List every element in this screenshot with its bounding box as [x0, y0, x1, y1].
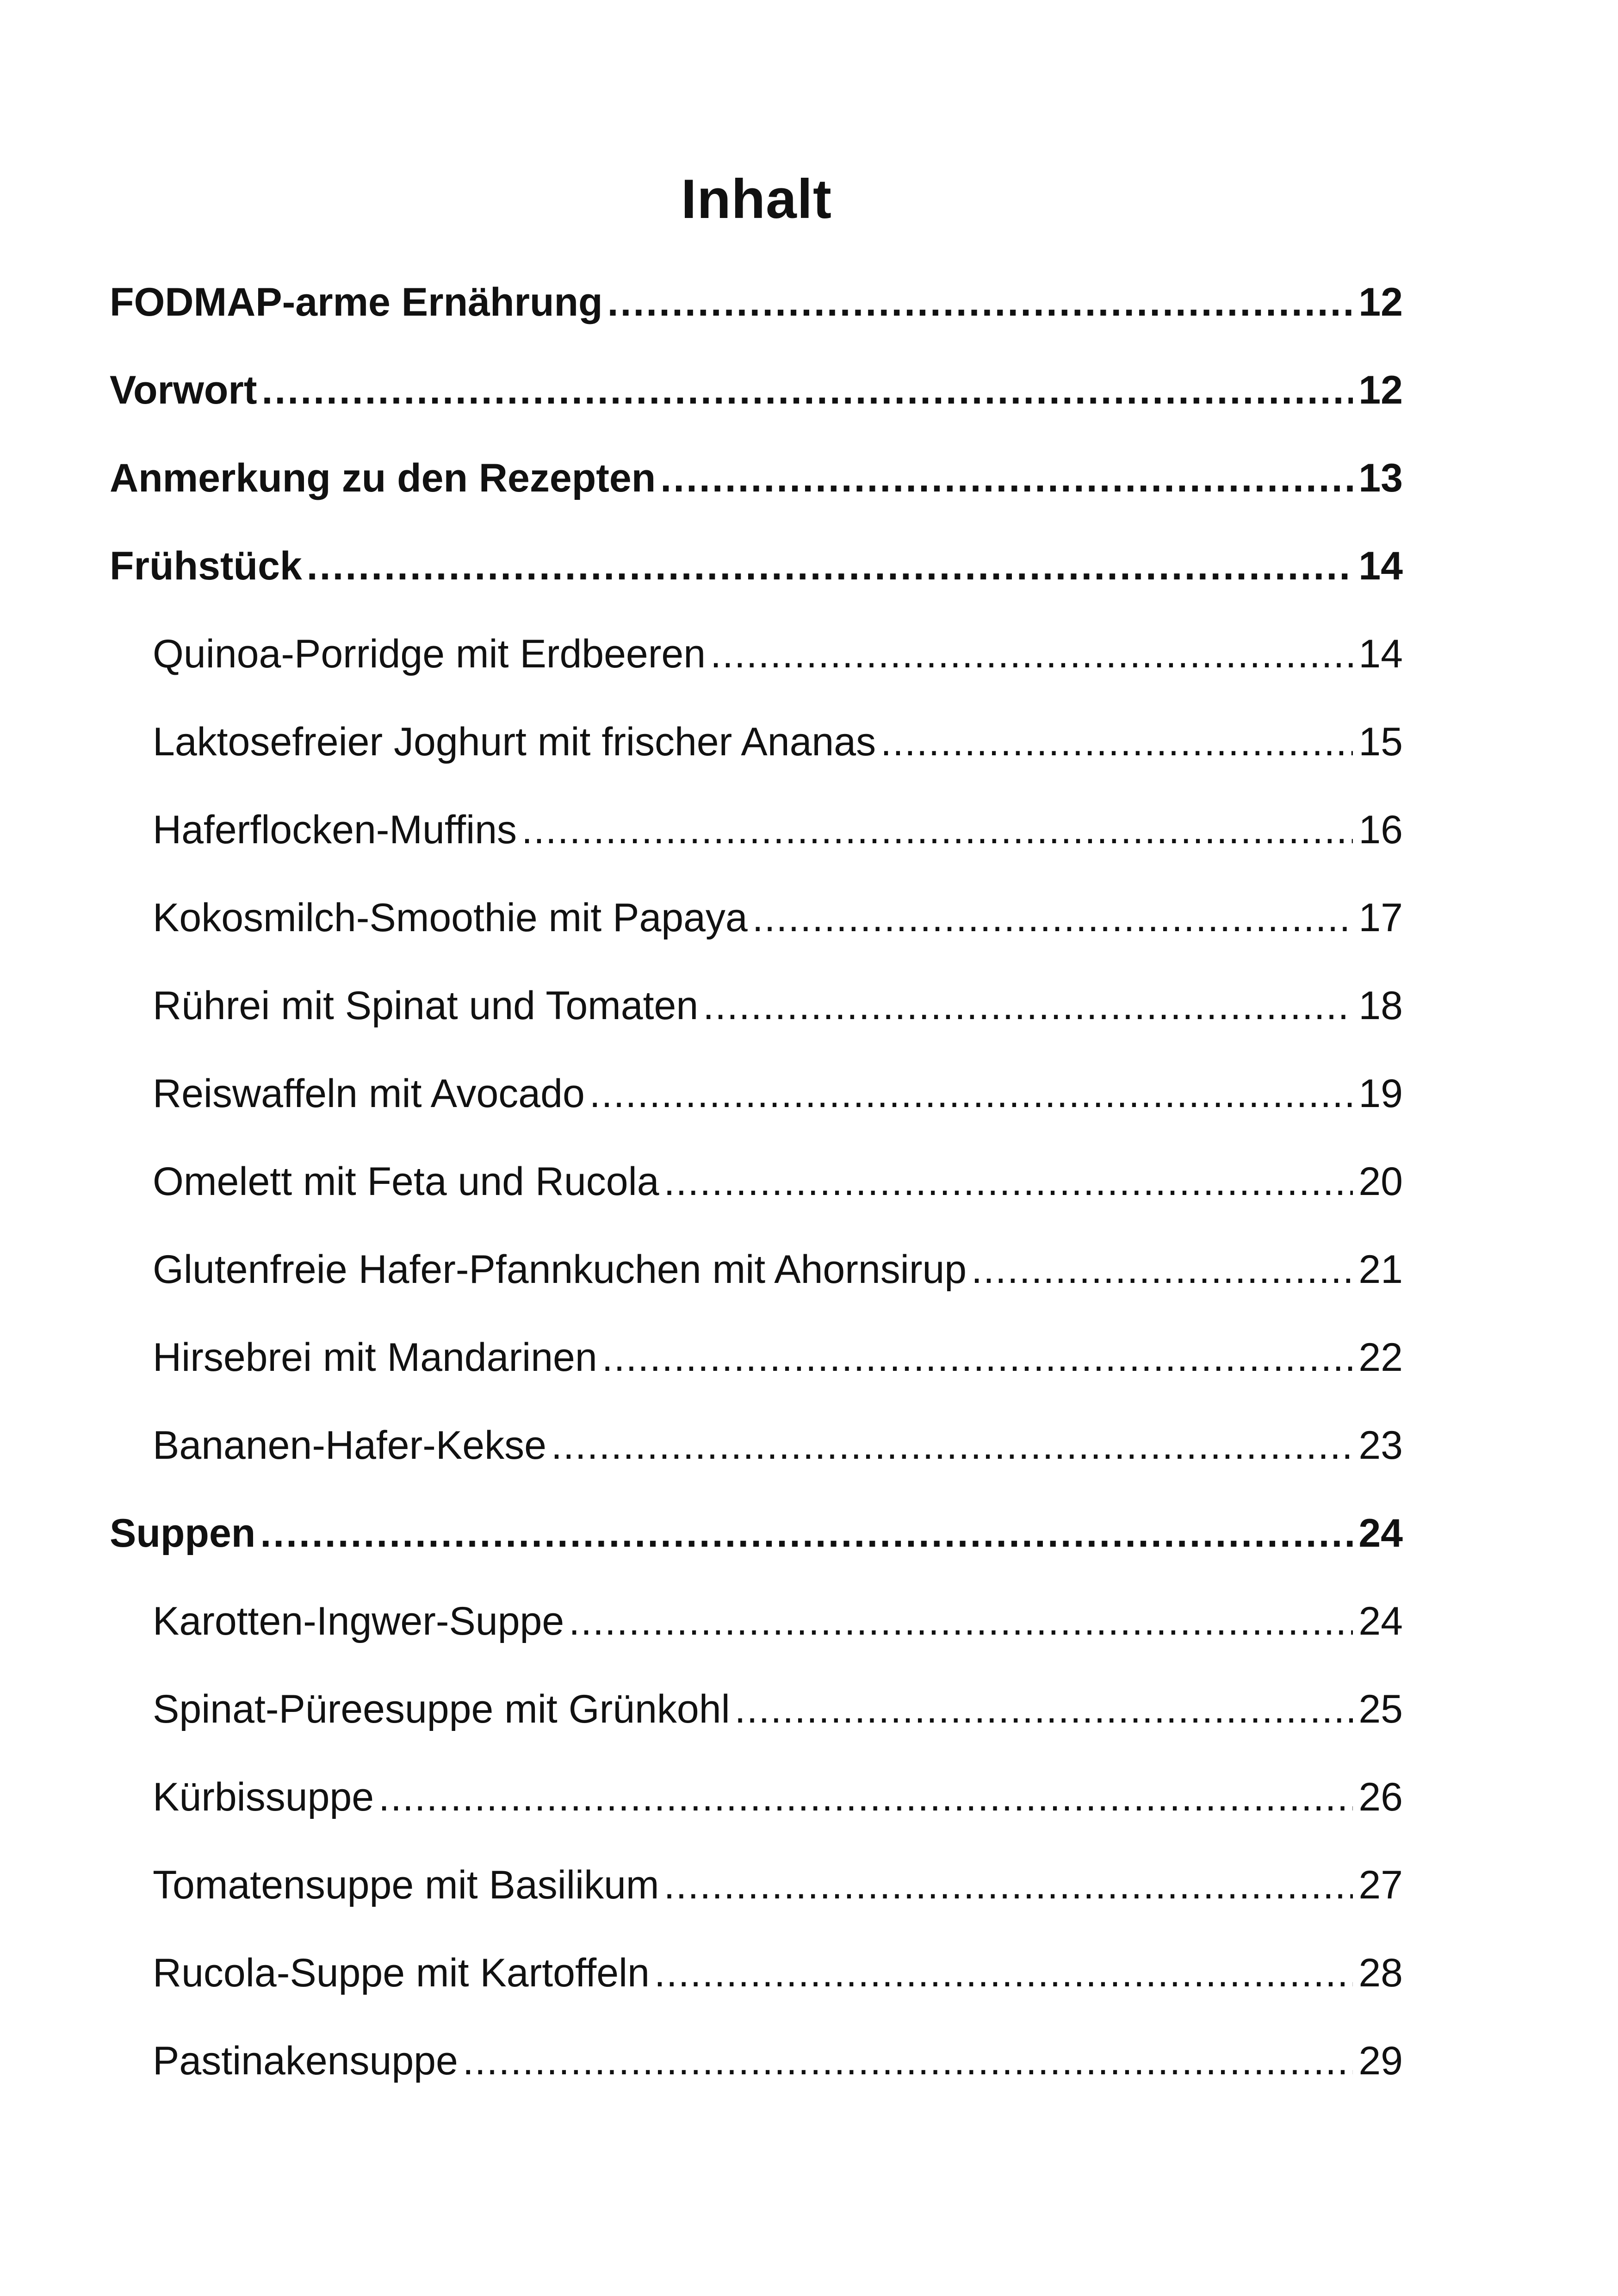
toc-entry-label: Hirsebrei mit Mandarinen: [153, 1335, 597, 1380]
toc-entry-label: Tomatensuppe mit Basilikum: [153, 1863, 659, 1907]
dot-leader: [260, 1503, 1353, 1563]
toc-recipe-entry[interactable]: [110, 1679, 1403, 1767]
toc-recipe-entry[interactable]: [110, 800, 1403, 888]
toc-recipe-entry[interactable]: [110, 1064, 1403, 1151]
toc-recipe-entry[interactable]: [110, 1591, 1403, 1679]
dot-leader: [307, 536, 1353, 596]
table-of-contents: [110, 272, 1403, 2119]
toc-entry-label: Suppen: [110, 1511, 256, 1556]
toc-entry-label: Quinoa-Porridge mit Erdbeeren: [153, 632, 706, 676]
toc-entry-page-number: 15: [1358, 720, 1403, 764]
toc-entry-page-number: 29: [1358, 2039, 1403, 2083]
dot-leader: [880, 712, 1353, 772]
dot-leader: [608, 272, 1353, 332]
toc-entry-page-number: 27: [1358, 1863, 1403, 1907]
toc-recipe-entry[interactable]: [110, 712, 1403, 800]
toc-entry-label: Rucola-Suppe mit Kartoffeln: [153, 1951, 650, 1995]
toc-entry-page-number: 22: [1358, 1335, 1403, 1380]
dot-leader: [602, 1327, 1353, 1388]
toc-recipe-entry[interactable]: [110, 1151, 1403, 1239]
toc-entry-label: Bananen-Hafer-Kekse: [153, 1423, 546, 1468]
dot-leader: [752, 888, 1353, 948]
toc-entry-page-number: 18: [1358, 983, 1403, 1028]
toc-entry-label: Anmerkung zu den Rezepten: [110, 456, 656, 500]
toc-chapter-entry[interactable]: [110, 448, 1403, 536]
toc-entry-label: Vorwort: [110, 368, 257, 412]
dot-leader: [262, 360, 1353, 420]
toc-recipe-entry[interactable]: [110, 1767, 1403, 1855]
dot-leader: [569, 1591, 1353, 1651]
toc-entry-page-number: 13: [1358, 456, 1403, 500]
toc-entry-page-number: 20: [1358, 1159, 1403, 1204]
toc-recipe-entry[interactable]: [110, 888, 1403, 976]
toc-entry-page-number: 12: [1358, 280, 1403, 324]
toc-recipe-entry[interactable]: [110, 1855, 1403, 1943]
toc-recipe-entry[interactable]: [110, 1327, 1403, 1415]
toc-chapter-entry[interactable]: [110, 272, 1403, 360]
dot-leader: [660, 448, 1353, 508]
toc-entry-label: Reiswaffeln mit Avocado: [153, 1071, 585, 1116]
dot-leader: [589, 1064, 1353, 1124]
toc-recipe-entry[interactable]: [110, 1239, 1403, 1327]
toc-entry-page-number: 19: [1358, 1071, 1403, 1116]
toc-recipe-entry[interactable]: [110, 2031, 1403, 2119]
toc-entry-label: Kürbissuppe: [153, 1775, 374, 1819]
toc-entry-label: Rührei mit Spinat und Tomaten: [153, 983, 699, 1028]
toc-chapter-entry[interactable]: [110, 1503, 1403, 1591]
toc-entry-label: Haferflocken-Muffins: [153, 808, 517, 852]
dot-leader: [664, 1855, 1353, 1915]
dot-leader: [703, 976, 1353, 1036]
toc-entry-page-number: 14: [1358, 632, 1403, 676]
page-title: Inhalt: [681, 168, 832, 230]
dot-leader: [664, 1151, 1353, 1212]
toc-entry-page-number: 28: [1358, 1951, 1403, 1995]
dot-leader: [971, 1239, 1353, 1300]
dot-leader: [521, 800, 1353, 860]
toc-entry-page-number: 24: [1358, 1599, 1403, 1643]
toc-recipe-entry[interactable]: [110, 1943, 1403, 2031]
toc-chapter-entry[interactable]: [110, 536, 1403, 624]
toc-entry-label: FODMAP-arme Ernährung: [110, 280, 603, 324]
toc-entry-label: Kokosmilch-Smoothie mit Papaya: [153, 896, 748, 940]
toc-chapter-entry[interactable]: [110, 360, 1403, 448]
dot-leader: [378, 1767, 1353, 1827]
dot-leader: [551, 1415, 1353, 1475]
toc-entry-page-number: 26: [1358, 1775, 1403, 1819]
toc-entry-label: Frühstück: [110, 544, 302, 588]
toc-entry-page-number: 16: [1358, 808, 1403, 852]
toc-entry-label: Karotten-Ingwer-Suppe: [153, 1599, 564, 1643]
dot-leader: [710, 624, 1353, 684]
toc-recipe-entry[interactable]: [110, 976, 1403, 1064]
dot-leader: [463, 2031, 1353, 2091]
toc-entry-label: Glutenfreie Hafer-Pfannkuchen mit Ahornsirup: [153, 1247, 967, 1292]
dot-leader: [654, 1943, 1353, 2003]
toc-entry-label: Omelett mit Feta und Rucola: [153, 1159, 659, 1204]
toc-recipe-entry[interactable]: [110, 624, 1403, 712]
toc-entry-page-number: 24: [1358, 1511, 1403, 1556]
toc-entry-label: Laktosefreier Joghurt mit frischer Ananas: [153, 720, 876, 764]
dot-leader: [735, 1679, 1353, 1739]
toc-entry-page-number: 17: [1358, 896, 1403, 940]
toc-entry-label: Pastinakensuppe: [153, 2039, 458, 2083]
toc-recipe-entry[interactable]: [110, 1415, 1403, 1503]
toc-entry-page-number: 21: [1358, 1247, 1403, 1292]
toc-entry-page-number: 12: [1358, 368, 1403, 412]
toc-entry-page-number: 25: [1358, 1687, 1403, 1731]
toc-entry-page-number: 14: [1358, 544, 1403, 588]
toc-entry-label: Spinat-Püreesuppe mit Grünkohl: [153, 1687, 730, 1731]
toc-entry-page-number: 23: [1358, 1423, 1403, 1468]
